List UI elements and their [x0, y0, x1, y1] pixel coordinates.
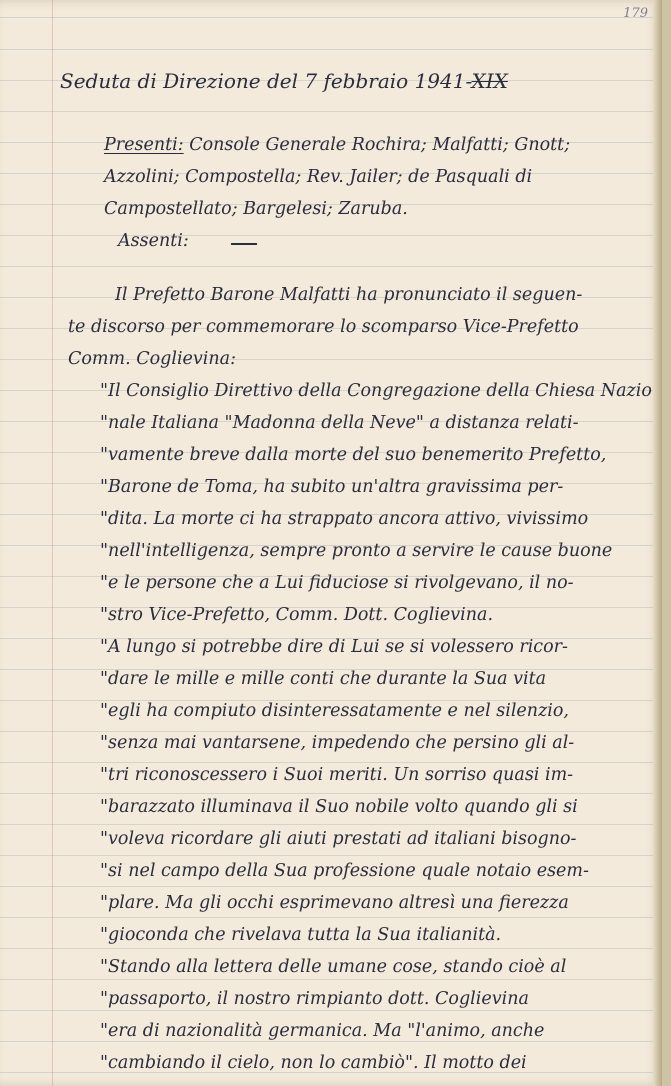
body-line: "senza mai vantarsene, impedendo che persino gli al-	[100, 733, 575, 753]
body-line: "era di nazionalità germanica. Ma "l'animo, anche	[100, 1021, 545, 1041]
heading-text: Seduta di Direzione del 7 febbraio 1941-	[60, 69, 472, 93]
body-line: "dita. La morte ci ha strappato ancora attivo, vivissimo	[100, 509, 589, 529]
body-line: "A lungo si potrebbe dire di Lui se si volessero ricor-	[100, 637, 568, 657]
body-line: "vamente breve dalla morte del suo benemerito Prefetto,	[100, 445, 607, 465]
body-line: "si nel campo della Sua professione quale notaio esem-	[100, 861, 589, 881]
attendance-presenti	[104, 137, 570, 155]
body-line: "dare le mille e mille conti che durante la Sua vita	[100, 669, 547, 689]
body-line: "stro Vice-Prefetto, Comm. Dott. Coglievina.	[100, 605, 494, 625]
page-edge	[653, 0, 662, 1086]
body-line: "gioconda che rivelava tutta la Sua italianità.	[100, 925, 502, 945]
body-line: "nell'intelligenza, sempre pronto a servire le cause buone	[100, 541, 613, 561]
body-line: "tri riconoscessero i Suoi meriti. Un sorriso quasi im-	[100, 765, 574, 785]
attendance-line-2: Azzolini; Compostella; Rev. Jailer; de Pasquali di	[104, 167, 533, 187]
body-line: "egli ha compiuto disinteressatamente e nel silenzio,	[100, 701, 569, 721]
presenti-label: Presenti:	[104, 135, 184, 155]
minutes-heading	[60, 71, 508, 91]
body-line: Il Prefetto Barone Malfatti ha pronunciato il seguen-	[115, 285, 583, 305]
assenti-label: Assenti:	[118, 231, 189, 251]
body-line: "plare. Ma gli occhi esprimevano altresì una fierezza	[100, 893, 569, 913]
body-line: "Il Consiglio Direttivo della Congregazione della Chiesa Nazio	[100, 381, 652, 401]
attendance-line-3: Campostellato; Bargelesi; Zaruba.	[104, 199, 408, 219]
presenti-names: Console Generale Rochira; Malfatti; Gnott;	[189, 135, 571, 155]
body-line: "nale Italiana "Madonna della Neve" a distanza relati-	[100, 413, 579, 433]
body-line: "Stando alla lettera delle umane cose, stando cioè al	[100, 957, 567, 977]
margin-rule	[52, 0, 53, 1086]
body-line: "Barone de Toma, ha subito un'altra gravissima per-	[100, 477, 564, 497]
body-line: Comm. Coglievina:	[68, 349, 237, 369]
page-number: 179	[623, 6, 648, 21]
body-line: "barazzato illuminava il Suo nobile volto quando gli si	[100, 797, 578, 817]
assenti-value	[231, 243, 257, 245]
body-line: "e le persone che a Lui fiduciose si rivolgevano, il no-	[100, 573, 574, 593]
body-line: "passaporto, il nostro rimpianto dott. Coglievina	[100, 989, 529, 1009]
heading-year-roman: XIX	[471, 69, 508, 93]
body-line: "cambiando il cielo, non lo cambiò". Il motto dei	[100, 1053, 527, 1073]
body-line: te discorso per commemorare lo scomparso Vice-Prefetto	[68, 317, 579, 337]
body-line: "voleva ricordare gli aiuti prestati ad italiani bisogno-	[100, 829, 577, 849]
